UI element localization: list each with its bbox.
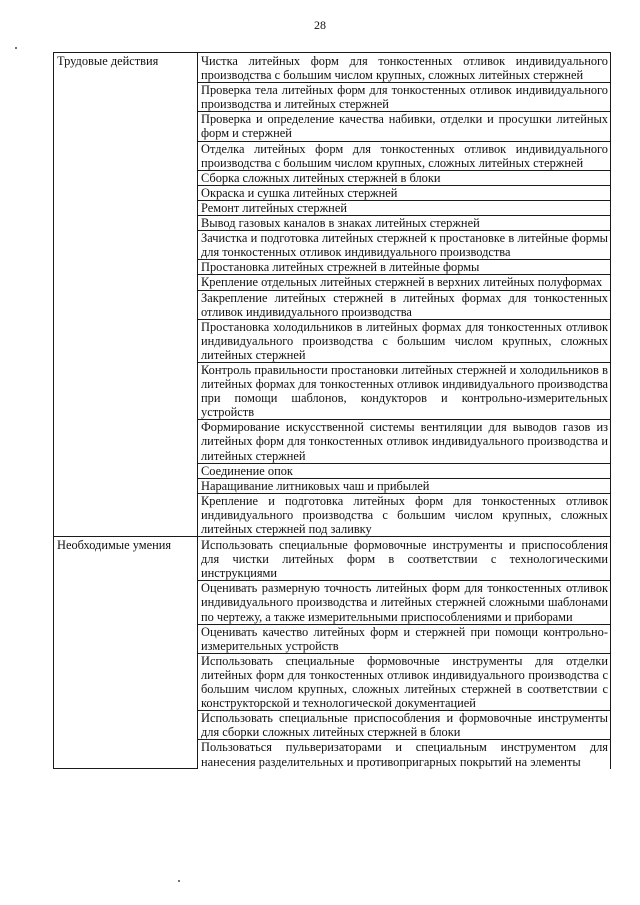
table-cell: Проверка и определение качества набивки, отделки и просушки литейных форм и стержней <box>198 112 611 141</box>
table-cell: Простановка литейных стрежней в литейные формы <box>198 260 611 275</box>
table-cell: Оценивать размерную точность литейных форм для тонкостенных отливок индивидуального производства и литейных стержней сложными шаблонами по чертежу, а также измерительными приспособлениями и приборами <box>198 581 611 624</box>
table-cell: Наращивание литниковых чаш и прибылей <box>198 478 611 493</box>
scan-speck <box>178 880 180 882</box>
table-cell: Контроль правильности простановки литейных стержней и холодильников в литейных формах для тонкостенных отливок индивидуального производства при помощи шаблонов, кондукторов и контрольно-измерительных устройств <box>198 362 611 419</box>
table-cell: Использовать специальные приспособления и формовочные инструменты для сборки сложных литейных стержней в блоки <box>198 711 611 740</box>
table-cell: Крепление отдельных литейных стержней в верхних литейных полуформах <box>198 275 611 290</box>
table-cell: Окраска и сушка литейных стержней <box>198 185 611 200</box>
table-cell: Отделка литейных форм для тонкостенных отливок индивидуального производства с большим числом крупных, сложных литейных стержней <box>198 141 611 170</box>
competency-table <box>53 52 611 769</box>
table-cell: Формирование искусственной системы вентиляции для выводов газов из литейных форм для тонкостенных отливок индивидуального производства и литейных стержней <box>198 420 611 463</box>
table-cell: Использовать специальные формовочные инструменты и приспособления для чистки литейных форм в соответствии с технологическими инструкциями <box>198 537 611 581</box>
table-row <box>54 537 611 581</box>
table-cell: Пользоваться пульверизаторами и специальным инструментом для нанесения разделительных и противопригарных покрытий на элементы <box>198 740 611 769</box>
table-cell: Чистка литейных форм для тонкостенных отливок индивидуального производства с большим числом крупных, сложных литейных стержней <box>198 53 611 83</box>
table-cell: Простановка холодильников в литейных формах для тонкостенных отливок индивидуального производства с большим числом крупных, сложных литейных стержней <box>198 319 611 362</box>
table-cell: Крепление и подготовка литейных форм для тонкостенных отливок индивидуального производства с большим числом крупных, сложных литейных стержней под заливку <box>198 493 611 536</box>
table-cell: Соединение опок <box>198 463 611 478</box>
section-title: Трудовые действия <box>54 53 198 537</box>
page-number: 28 <box>314 18 326 32</box>
table-cell: Сборка сложных литейных стержней в блоки <box>198 170 611 185</box>
section-title: Необходимые умения <box>54 537 198 769</box>
table-cell: Оценивать качество литейных форм и стержней при помощи контрольно-измерительных устройств <box>198 624 611 653</box>
table-cell: Ремонт литейных стержней <box>198 200 611 215</box>
table-cell: Использовать специальные формовочные инструменты для отделки литейных форм для тонкостенных отливок индивидуального производства с большим числом крупных, сложных литейных стержней в соответствии с конструкторской и технологической документацией <box>198 653 611 710</box>
table-cell: Вывод газовых каналов в знаках литейных стержней <box>198 216 611 231</box>
table-cell: Проверка тела литейных форм для тонкостенных отливок индивидуального производства и литейных стержней <box>198 83 611 112</box>
scan-speck <box>15 47 17 49</box>
table-cell: Закрепление литейных стержней в литейных формах для тонкостенных отливок индивидуального производства <box>198 290 611 319</box>
table-cell: Зачистка и подготовка литейных стержней к простановке в литейные формы для тонкостенных отливок индивидуального производства <box>198 231 611 260</box>
table-row <box>54 53 611 83</box>
